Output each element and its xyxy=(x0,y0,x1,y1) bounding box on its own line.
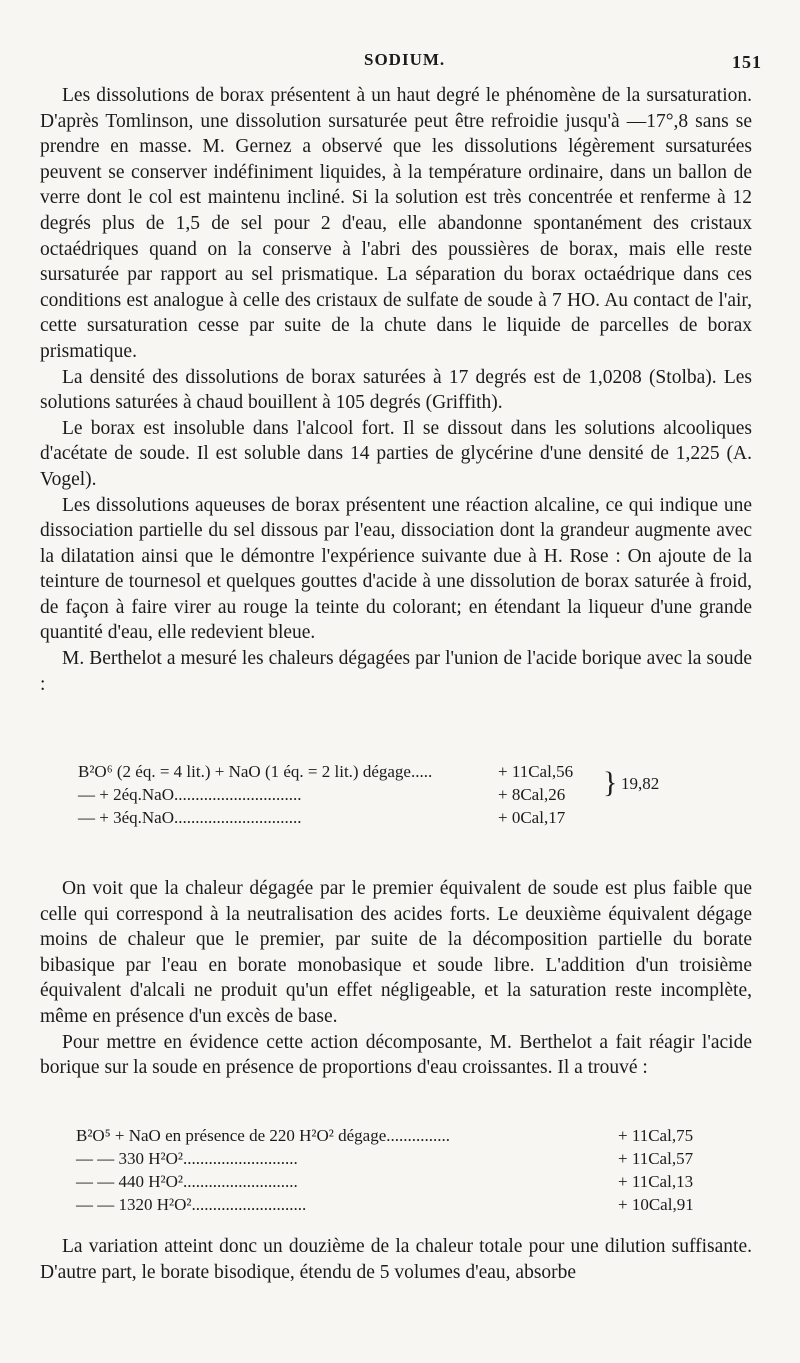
formula-row xyxy=(76,1124,736,1147)
paragraph: La variation atteint donc un douzième de la chaleur totale pour une dilution suffisante. D'autre part, le borate bisodique, étendu de 5 volumes d'eau, absorbe xyxy=(40,1236,752,1283)
paragraph: On voit que la chaleur dégagée par le premier équivalent de soude est plus faible que celle qui correspond à la neutralisation des acides forts. Le deuxième équivalent dégage moins de chaleur que le premier, par suite de la décomposition partielle du borate bibasique par l'eau en borate monobasique et soude libre. L'addition d'un troisième équivalent d'alcali ne produit qu'un effet négligeable, et la saturation reste incomplète, même en présence d'un excès de base. xyxy=(40,878,752,1027)
formula-value: + 10Cal,91 xyxy=(618,1195,694,1214)
paragraph: M. Berthelot a mesuré les chaleurs dégagées par l'union de l'acide borique avec la soude : xyxy=(40,648,752,695)
formula-label: B²O⁶ (2 éq. = 4 lit.) + NaO (1 éq. = 2 lit.) dégage..... xyxy=(78,762,433,781)
page-title: SODIUM. xyxy=(364,50,446,69)
formula-row xyxy=(76,1170,736,1193)
formula-row xyxy=(76,1193,736,1216)
formula-value: + 11Cal,57 xyxy=(618,1149,694,1168)
running-head xyxy=(0,50,800,76)
text-block-middle xyxy=(40,876,752,1081)
formula-value: + 11Cal,75 xyxy=(618,1126,694,1145)
formula-label: — + 2éq.NaO.............................. xyxy=(78,785,302,804)
paragraph: Les dissolutions aqueuses de borax présentent une réaction alcaline, ce qui indique une dissociation partielle du sel dissous par l'eau, dissociation dont la grandeur augmente avec la dilatation ainsi que le démontre l'expérience suivante due à H. Rose : On ajoute de la teinture de tournesol et quelques gouttes d'acide à une dissolution de borax saturée à froid, de façon à faire virer au rouge la teinte du colorant; en étendant la liqueur d'une grande quantité d'eau, elle redevient bleue. xyxy=(40,494,752,644)
paragraph: Pour mettre en évidence cette action décomposante, M. Berthelot a fait réagir l'acide borique sur la soude en présence de proportions d'eau croissantes. Il a trouvé : xyxy=(40,1031,752,1079)
paragraph: Les dissolutions de borax présentent à un haut degré le phénomène de la sursaturation. D'après Tomlinson, une dissolution sursaturée peut être refroidie jusqu'à —17°,8 sans se prendre en masse. M. Gernez a observé que les dissolutions légèrement sursaturées peuvent se conserver indéfiniment liquides, à la température ordinaire, dans un ballon de verre dont le col est maintenu incliné. Si la solution est très concentrée et renferme à 12 degrés plus de 1,5 de sel pour 2 d'eau, elle abandonne spontanément des cristaux octaédriques quand on la conserve à l'abri des poussières de borax, mais elle reste sursaturée par rapport au sel prismatique. La séparation du borax octaédrique dans ces conditions est analogue à celle des cristaux de sulfate de soude à 7 HO. Au contact de l'air, cette sursaturation cesse par suite de la chute dans le liquide de parcelles de borax prismatique. xyxy=(40,85,752,362)
text-block-top xyxy=(40,83,752,697)
formula-value: + 0Cal,17 xyxy=(498,808,566,827)
heat-table-1 xyxy=(78,760,718,829)
formula-label: — + 3éq.NaO.............................. xyxy=(78,808,302,827)
formula-value: + 11Cal,56 xyxy=(498,762,574,781)
heat-table-2 xyxy=(76,1124,736,1216)
formula-row xyxy=(78,806,718,829)
formula-value: + 11Cal,13 xyxy=(618,1172,694,1191)
brace-symbol: } xyxy=(603,766,618,799)
formula-label: — — 1320 H²O²........................... xyxy=(76,1195,307,1214)
formula-label: — — 440 H²O²........................... xyxy=(76,1172,298,1191)
text-block-bottom xyxy=(40,1234,752,1285)
paragraph: Le borax est insoluble dans l'alcool fort. Il se dissout dans les solutions alcooliques d'acétate de soude. Il est soluble dans 14 parties de glycérine d'une densité de 1,225 (A. Vogel). xyxy=(40,417,752,490)
paragraph: La densité des dissolutions de borax saturées à 17 degrés est de 1,0208 (Stolba). Les solutions saturées à chaud bouillent à 105 degrés (Griffith). xyxy=(40,366,752,414)
formula-row xyxy=(76,1147,736,1170)
page-number: 151 xyxy=(732,52,762,72)
formula-label: — — 330 H²O²........................... xyxy=(76,1149,298,1168)
formula-label: B²O⁵ + NaO en présence de 220 H²O² dégage............... xyxy=(76,1126,451,1145)
formula-value: + 8Cal,26 xyxy=(498,785,566,804)
brace-total: 19,82 xyxy=(621,774,660,793)
